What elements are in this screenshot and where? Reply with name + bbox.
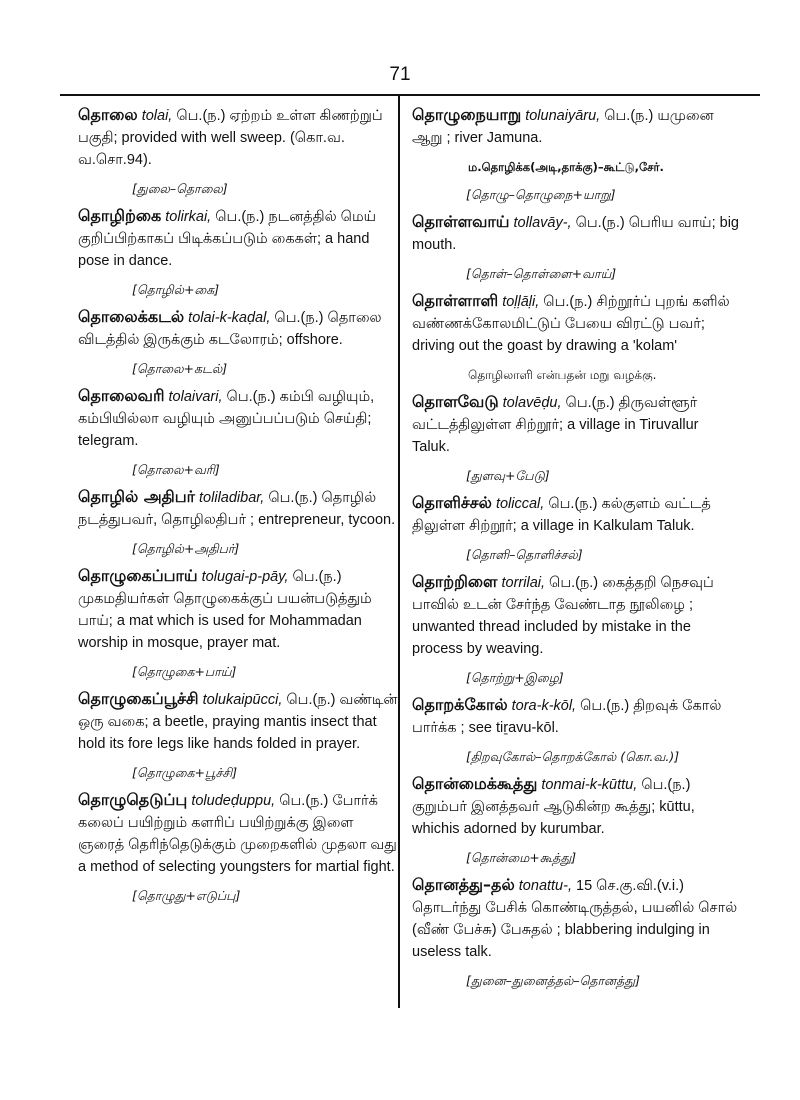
entry-etymology: [தொற்று+இழை]: [466, 670, 564, 685]
entry-part-of-speech: பெ.(ந.): [279, 793, 329, 809]
entry-cognate-note: ம.தொழிக்க(அடி,தாக்கு)–கூட்டு,சேர்.: [468, 160, 664, 174]
entry-etymology: [தொழுகை+பூச்சி]: [132, 765, 238, 780]
entry-headword: தொள்ளவாய்: [412, 212, 510, 231]
entry-part-of-speech: பெ.(ந.): [176, 108, 226, 124]
entry-transliteration: toludeḍuppu,: [191, 793, 276, 809]
entry-definition: பெரிய வாய்; big mouth.: [412, 215, 739, 253]
dictionary-entry: [410, 694, 740, 739]
entry-transliteration: tolirkai,: [165, 209, 212, 225]
entry-part-of-speech: பெ.(ந.): [268, 490, 318, 506]
entry-etymology: [தொன்மை+கூத்து]: [466, 850, 577, 865]
entry-part-of-speech: பெ.(ந.): [274, 310, 324, 326]
entry-transliteration: tolugai-p-pāy,: [201, 569, 289, 585]
entry-transliteration: tollavāy-,: [513, 215, 572, 231]
entry-definition: போர்க் கலைப் பயிற்றும் களரிப் பயிற்றுக்கு இளை ஞரைத் தெரிந்தெடுக்கும் முறைகளில் முதலா வது; a method of selecting youngsters for martial fight.: [78, 793, 401, 875]
entry-etymology: [தொலை+வரி]: [132, 462, 220, 477]
entry-etymology: [திறவுகோல்–தொறக்கோல் (கொ.வ.)]: [466, 749, 680, 764]
entry-transliteration: torrilai,: [501, 575, 546, 591]
dictionary-entry: [76, 486, 401, 531]
entry-part-of-speech: பெ.(ந.): [580, 698, 630, 714]
dictionary-entry: [76, 789, 401, 878]
entry-definition: வண்டின் ஒரு வகை; a beetle, praying mantis insect that hold its fore legs like hands folded in prayer.: [78, 692, 398, 752]
dictionary-entry: [76, 104, 401, 171]
entry-headword: தொழுதெடுப்பு: [78, 790, 188, 809]
entry-part-of-speech: பெ.(ந.): [604, 108, 654, 124]
entry-definition: திருவள்ளூர் வட்டத்திலுள்ள சிற்றூர்; a village in Tiruvallur Taluk.: [412, 395, 699, 455]
entry-transliteration: toliccal,: [495, 496, 545, 512]
entry-part-of-speech: பெ.(ந.): [286, 692, 336, 708]
entry-definition: நடனத்தில் மெய் குறிப்பிற்காகப் பிடிக்கப்படும் கைகள்; a hand pose in dance.: [78, 209, 377, 269]
dictionary-entry: [410, 391, 740, 458]
entry-transliteration: tolunaiyāru,: [525, 108, 601, 124]
entry-definition: குறும்பர் இனத்தவர் ஆடுகின்ற கூத்து; kūttu, whichis adorned by kurumbar.: [412, 799, 695, 837]
entry-definition: கைத்தறி நெசவுப் பாவில் உடன் சேர்ந்த வேண்டாத நூலிழை ; unwanted thread included by mistake in the process by weaving.: [412, 575, 714, 657]
entry-part-of-speech: பெ.(ந.): [565, 395, 615, 411]
entry-definition: ஏற்றம் உள்ள கிணற்றுப் பகுதி; provided with well sweep. (கொ.வ. வ.சொ.94).: [78, 108, 383, 168]
entry-part-of-speech: பெ.(ந.): [226, 389, 276, 405]
page-number: 71: [389, 64, 411, 85]
entry-definition: கல்குளம் வட்டத் திலுள்ள சிற்றூர்; a village in Kalkulam Taluk.: [412, 496, 711, 534]
entry-headword: தொழுநையாறு: [412, 105, 522, 124]
entry-part-of-speech: பெ.(ந.): [548, 496, 598, 512]
entry-transliteration: tolai,: [141, 108, 173, 124]
dictionary-entry: [410, 290, 740, 357]
entry-etymology: [தொழுது+எடுப்பு]: [132, 888, 241, 903]
dictionary-entry: [410, 874, 740, 963]
entry-headword: தொனத்து–தல்: [412, 875, 515, 894]
entry-part-of-speech: 15 செ.கு.வி.(v.i.): [576, 878, 684, 894]
dictionary-entry: [76, 688, 401, 755]
entry-part-of-speech: பெ.(ந.): [292, 569, 342, 585]
entry-headword: தொற்றிளை: [412, 572, 498, 591]
dictionary-entry: [76, 385, 401, 452]
entry-transliteration: toḷḷāḷi,: [502, 294, 540, 310]
entry-etymology: [தொழில்+கை]: [132, 282, 220, 297]
entry-definition: கம்பி வழியும், கம்பியில்லா வழியும் அனுப்பப்படும் செய்தி; telegram.: [78, 389, 375, 449]
entry-transliteration: tolukaipūcci,: [202, 692, 283, 708]
entry-headword: தொலை: [78, 105, 138, 124]
dictionary-entry: [410, 104, 740, 149]
entry-part-of-speech: பெ.(ந.): [549, 575, 599, 591]
entry-etymology: [தொள்–தொள்ளை+வாய்]: [466, 266, 617, 281]
entry-transliteration: tonmai-k-kūttu,: [541, 777, 638, 793]
entry-definition: தொலை விடத்தில் இருக்கும் கடலோரம்; offshore.: [78, 310, 382, 348]
entry-part-of-speech: பெ.(ந.): [215, 209, 265, 225]
entry-headword: தொன்மைக்கூத்து: [412, 774, 538, 793]
entry-part-of-speech: பெ.(ந.): [575, 215, 625, 231]
entry-headword: தொழுகைப்பூச்சி: [78, 689, 199, 708]
entry-note: தொழிலாளி என்பதன் மறு வழக்கு.: [468, 368, 657, 382]
entry-definition: சிற்றூர்ப் புறங் களில் வண்ணக்கோலமிட்டுப் பேயை விரட்டு பவர்; driving out the goast by drawing a 'kolam': [412, 294, 730, 354]
left-column: [76, 104, 401, 910]
dictionary-entry: [410, 211, 740, 256]
entry-etymology: [தொழு–தொழுநை+யாறு]: [466, 187, 616, 202]
dictionary-entry: [76, 205, 401, 272]
entry-headword: தொழுகைப்பாய்: [78, 566, 198, 585]
entry-definition: முகமதியர்கள் தொழுகைக்குப் பயன்படுத்தும் பாய்; a mat which is used for Mohammadan worship in mosque, prayer mat.: [78, 591, 372, 651]
entry-transliteration: tonattu-,: [518, 878, 572, 894]
entry-definition: தொழில் நடத்துபவர், தொழிலதிபர் ; entrepreneur, tycoon.: [78, 490, 396, 528]
entry-headword: தொறக்கோல்: [412, 695, 508, 714]
dictionary-entry: [76, 565, 401, 654]
entry-etymology: [தொலை+கடல்]: [132, 361, 228, 376]
entry-transliteration: tolai-k-kaḍal,: [188, 310, 271, 326]
right-column: [410, 104, 740, 995]
entry-etymology: [தொளி–தொளிச்சல்]: [466, 547, 583, 562]
entry-headword: தொலைவரி: [78, 386, 165, 405]
entry-transliteration: tolaivari,: [168, 389, 223, 405]
entry-headword: தொளவேடு: [412, 392, 499, 411]
entry-part-of-speech: பெ.(ந.): [543, 294, 593, 310]
entry-definition: திறவுக் கோல் பார்க்க ; see tiṟavu-kōl.: [412, 698, 722, 736]
entry-transliteration: toliladibar,: [199, 490, 265, 506]
dictionary-entry: [410, 571, 740, 660]
entry-etymology: [துனை–துனைத்தல்–தொனத்து]: [466, 973, 640, 988]
entry-etymology: [துளவு+பேடு]: [466, 468, 550, 483]
header-rule: [60, 94, 760, 96]
entry-definition: யமுனை ஆறு ; river Jamuna.: [412, 108, 714, 146]
dictionary-entry: [410, 492, 740, 537]
entry-etymology: [துலை–தொலை]: [132, 181, 228, 196]
entry-headword: தொழில் அதிபர்: [78, 487, 195, 506]
entry-etymology: [தொழுகை+பாய்]: [132, 664, 237, 679]
entry-headword: தொழிற்கை: [78, 206, 162, 225]
entry-transliteration: tolavēḍu,: [502, 395, 562, 411]
entry-part-of-speech: பெ.(ந.): [641, 777, 691, 793]
entry-definition: தொடர்ந்து பேசிக் கொண்டிருத்தல், பயனில் சொல் (வீண் பேச்சு) பேசுதல் ; blabbering indulging in useless talk.: [412, 900, 738, 960]
entry-etymology: [தொழில்+அதிபர்]: [132, 541, 240, 556]
dictionary-entry: [76, 306, 401, 351]
entry-headword: தொலைக்கடல்: [78, 307, 185, 326]
dictionary-entry: [410, 773, 740, 840]
entry-transliteration: tora-k-kōl,: [511, 698, 577, 714]
entry-headword: தொள்ளாளி: [412, 291, 499, 310]
entry-headword: தொளிச்சல்: [412, 493, 492, 512]
